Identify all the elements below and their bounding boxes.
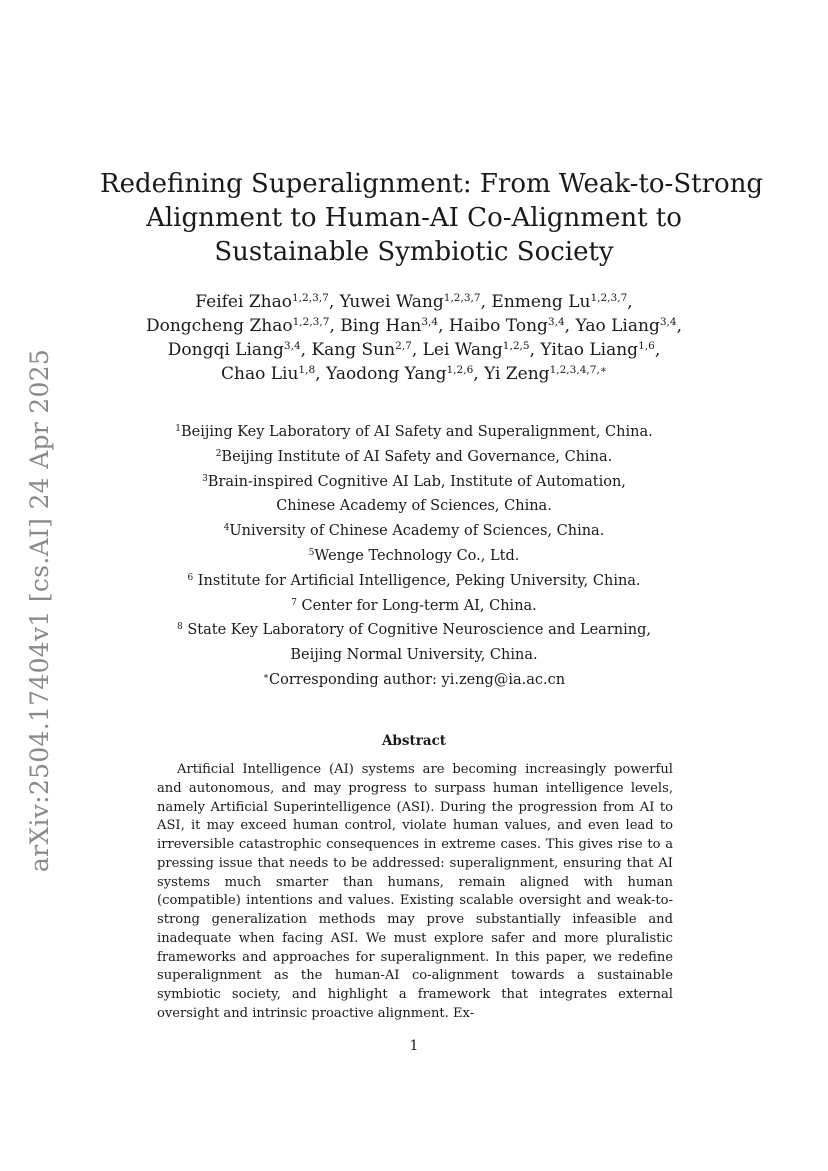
affiliation-text: Chinese Academy of Sciences, China. bbox=[276, 498, 552, 515]
affiliation-line bbox=[100, 494, 728, 519]
affiliation-line bbox=[100, 420, 728, 445]
author-affiliation-mark: 3,4 bbox=[659, 316, 677, 329]
author-affiliation-mark: 1,6 bbox=[638, 340, 655, 353]
corresponding-author-text: Corresponding author: yi.zeng@ia.ac.cn bbox=[269, 671, 566, 688]
author-affiliation-mark: 1,2,3,7 bbox=[291, 292, 329, 305]
paper-title bbox=[100, 167, 764, 269]
affiliation-text: Beijing Key Laboratory of AI Safety and Superalignment, China. bbox=[180, 424, 653, 440]
author-list bbox=[100, 290, 728, 386]
author-affiliation-mark: 1,8 bbox=[298, 364, 316, 377]
author-affiliation-mark: 3,4 bbox=[547, 316, 565, 329]
author-name: Yuwei Wang bbox=[339, 292, 444, 312]
title-line: Redefining Superalignment: From Weak-to-Strong bbox=[100, 169, 764, 199]
author-affiliation-mark: 1,2,3,7 bbox=[292, 316, 330, 329]
affiliation-text: Center for Long-term AI, China. bbox=[296, 597, 537, 614]
abstract-body bbox=[157, 761, 673, 1024]
affiliation-mark: 5 bbox=[308, 548, 315, 559]
affiliation-line bbox=[100, 643, 728, 668]
author-affiliation-mark: 3,4 bbox=[283, 340, 301, 353]
author-line: Feifei Zhao$^{1,2,3,7}$, Yuwei Wang$^{1,2,3,7}$, Enmeng Lu$^{1,2,3,7}$, bbox=[195, 292, 633, 312]
corresponding-author bbox=[100, 668, 728, 693]
affiliation-line bbox=[100, 594, 728, 619]
arxiv-sidebar bbox=[16, 348, 64, 872]
affiliation-mark: 3 bbox=[202, 473, 208, 484]
author-line: Dongqi Liang$^{3,4}$, Kang Sun$^{2,7}$, Lei Wang$^{1,2,5}$, Yitao Liang$^{1,6}$, bbox=[167, 340, 661, 360]
author-line: Dongcheng Zhao$^{1,2,3,7}$, Bing Han$^{3,4}$, Haibo Tong$^{3,4}$, Yao Liang$^{3,4}$, bbox=[145, 316, 682, 336]
author-name: Yi Zeng bbox=[484, 364, 550, 384]
affiliation-line bbox=[100, 544, 728, 569]
affiliation-text: Brain-inspired Cognitive AI Lab, Institute of Automation, bbox=[207, 473, 626, 490]
author-name: Yitao Liang bbox=[540, 340, 639, 360]
author-name: Lei Wang bbox=[422, 340, 503, 360]
affiliation-mark: 7 bbox=[291, 597, 297, 608]
author-affiliation-mark: 1,2,3,7 bbox=[443, 292, 481, 305]
author-name: Dongcheng Zhao bbox=[145, 316, 293, 336]
affiliation-text: State Key Laboratory of Cognitive Neuroscience and Learning, bbox=[182, 622, 651, 639]
author-affiliation-mark: 1,2,5 bbox=[502, 340, 530, 353]
author-affiliation-mark: 2,7 bbox=[395, 340, 412, 353]
author-name: Yaodong Yang bbox=[325, 364, 447, 384]
affiliation-line bbox=[100, 445, 728, 470]
title-line: Sustainable Symbiotic Society bbox=[214, 237, 614, 267]
author-name: Dongqi Liang bbox=[167, 340, 284, 360]
affiliation-mark: 8 bbox=[177, 622, 183, 633]
affiliation-list bbox=[100, 420, 728, 693]
affiliation-text: Wenge Technology Co., Ltd. bbox=[314, 547, 520, 564]
affiliation-mark: ∗ bbox=[262, 672, 270, 683]
affiliation-line bbox=[100, 569, 728, 594]
affiliation-mark: 4 bbox=[223, 523, 230, 534]
affiliation-line bbox=[100, 618, 728, 643]
affiliation-mark: 1 bbox=[175, 424, 181, 435]
title-line: Alignment to Human-AI Co-Alignment to bbox=[146, 203, 682, 233]
affiliation-text: Beijing Institute of AI Safety and Governance, China. bbox=[221, 448, 613, 465]
affiliation-text: University of Chinese Academy of Sciences, China. bbox=[229, 523, 605, 540]
affiliation-text: Beijing Normal University, China. bbox=[290, 647, 538, 664]
affiliation-mark: 6 bbox=[187, 572, 194, 583]
affiliation-text: Institute for Artificial Intelligence, Peking University, China. bbox=[193, 572, 641, 589]
author-affiliation-mark: 1,2,3,4,7,∗ bbox=[549, 364, 607, 377]
author-name: Yao Liang bbox=[575, 316, 660, 336]
affiliation-line bbox=[100, 519, 728, 544]
author-name: Enmeng Lu bbox=[491, 292, 591, 312]
author-affiliation-mark: 3,4 bbox=[421, 316, 439, 329]
affiliation-line bbox=[100, 470, 728, 495]
author-name: Feifei Zhao bbox=[195, 292, 292, 312]
author-affiliation-mark: 1,2,6 bbox=[446, 364, 474, 377]
author-name: Bing Han bbox=[340, 316, 422, 336]
abstract-heading: Abstract bbox=[381, 733, 447, 749]
author-line: Chao Liu$^{1,8}$, Yaodong Yang$^{1,2,6}$, Yi Zeng$^{1,2,3,4,7,∗}$ bbox=[221, 364, 607, 384]
affiliation-mark: 2 bbox=[215, 448, 222, 459]
arxiv-identifier: arXiv:2504.17404v1 [cs.AI] 24 Apr 2025 bbox=[25, 348, 55, 872]
author-name: Chao Liu bbox=[221, 364, 299, 384]
abstract-paragraph: Artificial Intelligence (AI) systems are becoming increasingly powerful and autonomous, and may progress to surpass human intelligence levels, namely Artificial Superintelligence (ASI). During the progression from AI to ASI, it may exceed human control, violate human values, and even lead to irreversible catastrophic consequences in extreme cases. This gives rise to a pressing issue that needs to be addressed: superalignment, ensuring that AI systems much smarter than humans, remain aligned with human (compatible) intentions and values. Existing scalable oversight and weak-to-strong generalization methods may prove substantially infeasible and inadequate when facing ASI. We must explore safer and more pluralistic frameworks and approaches for superalignment. In this paper, we redefine superalignment as the human-AI co-alignment towards a sustainable symbiotic society, and highlight a framework that integrates external oversight and intrinsic proactive alignment. Ex- bbox=[157, 762, 673, 1021]
author-affiliation-mark: 1,2,3,7 bbox=[590, 292, 628, 305]
page-number: 1 bbox=[409, 1038, 419, 1054]
author-name: Haibo Tong bbox=[448, 316, 548, 336]
author-name: Kang Sun bbox=[311, 340, 396, 360]
